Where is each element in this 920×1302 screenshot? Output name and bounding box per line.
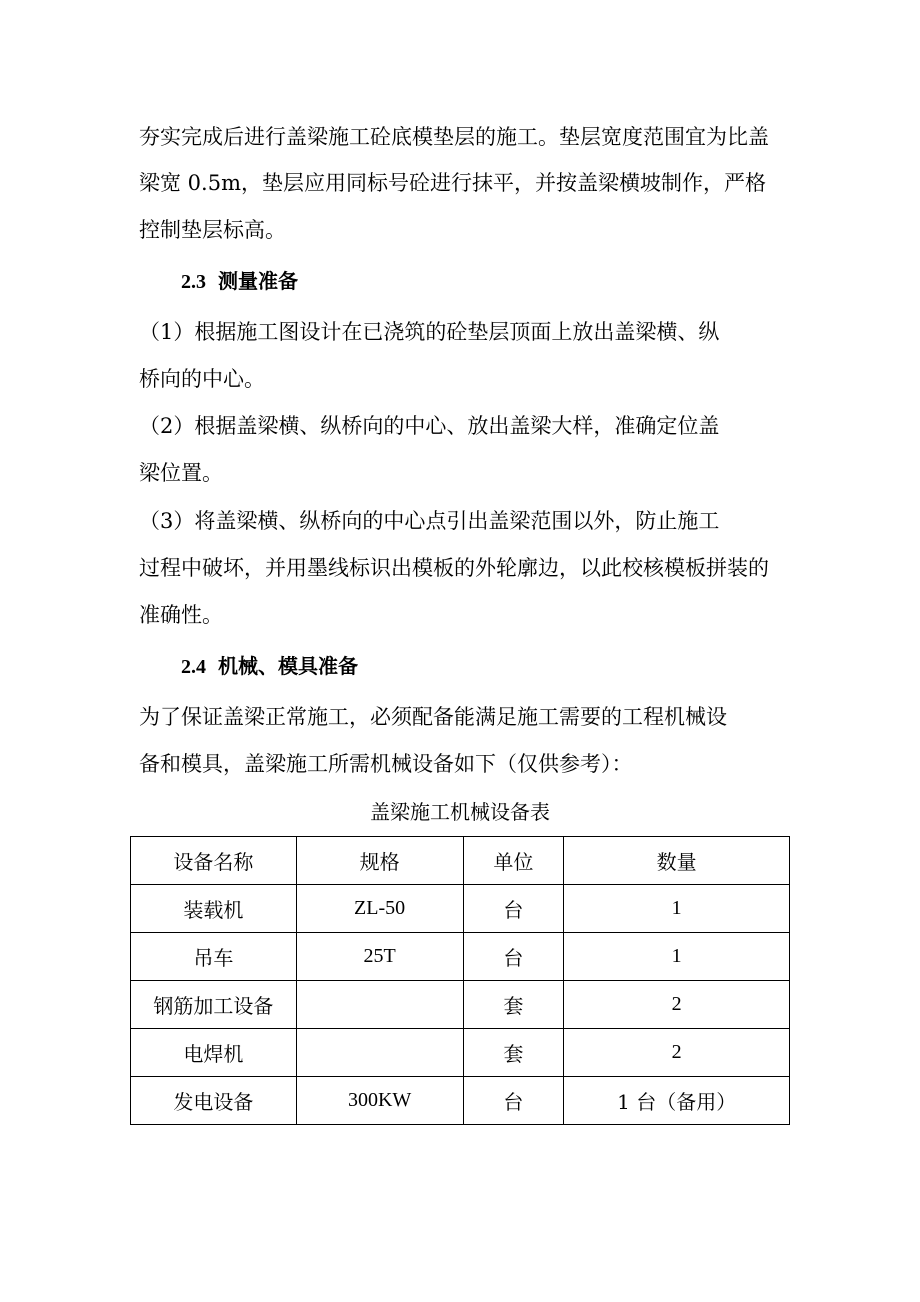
text-line: 控制垫层标高。 xyxy=(139,218,286,242)
text-line: 夯实完成后进行盖梁施工砼底模垫层的施工。垫层宽度范围宜为比盖 xyxy=(139,125,769,149)
cell-spec xyxy=(296,981,463,1029)
table-row xyxy=(131,981,790,1029)
section-number: 2.4 xyxy=(181,656,206,678)
cell-name: 装载机 xyxy=(131,885,297,933)
section-heading-2-3 xyxy=(181,266,298,297)
cell-qty: 1 xyxy=(564,885,790,933)
cell-spec: ZL-50 xyxy=(296,885,463,933)
text-line: （1）根据施工图设计在已浇筑的砼垫层顶面上放出盖梁横、纵 xyxy=(139,320,720,344)
cell-name: 发电设备 xyxy=(131,1077,297,1125)
text-line: （2）根据盖梁横、纵桥向的中心、放出盖梁大样，准确定位盖 xyxy=(139,414,720,438)
cell-spec: 25T xyxy=(296,933,463,981)
cell-unit: 台 xyxy=(463,885,564,933)
header-cell-name: 设备名称 xyxy=(131,837,297,885)
cell-unit: 台 xyxy=(463,933,564,981)
equipment-table xyxy=(130,836,790,1125)
table-row xyxy=(131,1029,790,1077)
cell-unit: 台 xyxy=(463,1077,564,1125)
cell-spec: 300KW xyxy=(296,1077,463,1125)
table-row xyxy=(131,885,790,933)
table-row xyxy=(131,933,790,981)
header-cell-spec: 规格 xyxy=(296,837,463,885)
text-line: 梁位置。 xyxy=(139,461,223,485)
cell-name: 电焊机 xyxy=(131,1029,297,1077)
section-number: 2.3 xyxy=(181,271,206,293)
cell-unit: 套 xyxy=(463,1029,564,1077)
table-row xyxy=(131,1077,790,1125)
text-line: 梁宽 0.5m，垫层应用同标号砼进行抹平，并按盖梁横坡制作，严格 xyxy=(139,171,766,195)
text-line: （3）将盖梁横、纵桥向的中心点引出盖梁范围以外，防止施工 xyxy=(139,509,720,533)
table-caption: 盖梁施工机械设备表 xyxy=(370,800,550,824)
table-header-row xyxy=(131,837,790,885)
section-title: 测量准备 xyxy=(218,269,298,293)
header-cell-qty: 数量 xyxy=(564,837,790,885)
cell-spec xyxy=(296,1029,463,1077)
cell-name: 钢筋加工设备 xyxy=(131,981,297,1029)
text-line: 为了保证盖梁正常施工，必须配备能满足施工需要的工程机械设 xyxy=(139,705,727,729)
text-line: 过程中破坏，并用墨线标识出模板的外轮廓边，以此校核模板拼装的 xyxy=(139,556,769,580)
cell-qty: 1 xyxy=(564,933,790,981)
section-title: 机械、模具准备 xyxy=(218,654,358,678)
cell-name: 吊车 xyxy=(131,933,297,981)
section-heading-2-4 xyxy=(181,651,358,682)
cell-qty: 2 xyxy=(564,981,790,1029)
header-cell-unit: 单位 xyxy=(463,837,564,885)
text-line: 备和模具，盖梁施工所需机械设备如下（仅供参考）： xyxy=(139,752,633,776)
cell-qty: 2 xyxy=(564,1029,790,1077)
text-line: 桥向的中心。 xyxy=(139,367,265,391)
text-line: 准确性。 xyxy=(139,603,223,627)
cell-qty: 1 台（备用） xyxy=(564,1077,790,1125)
cell-unit: 套 xyxy=(463,981,564,1029)
